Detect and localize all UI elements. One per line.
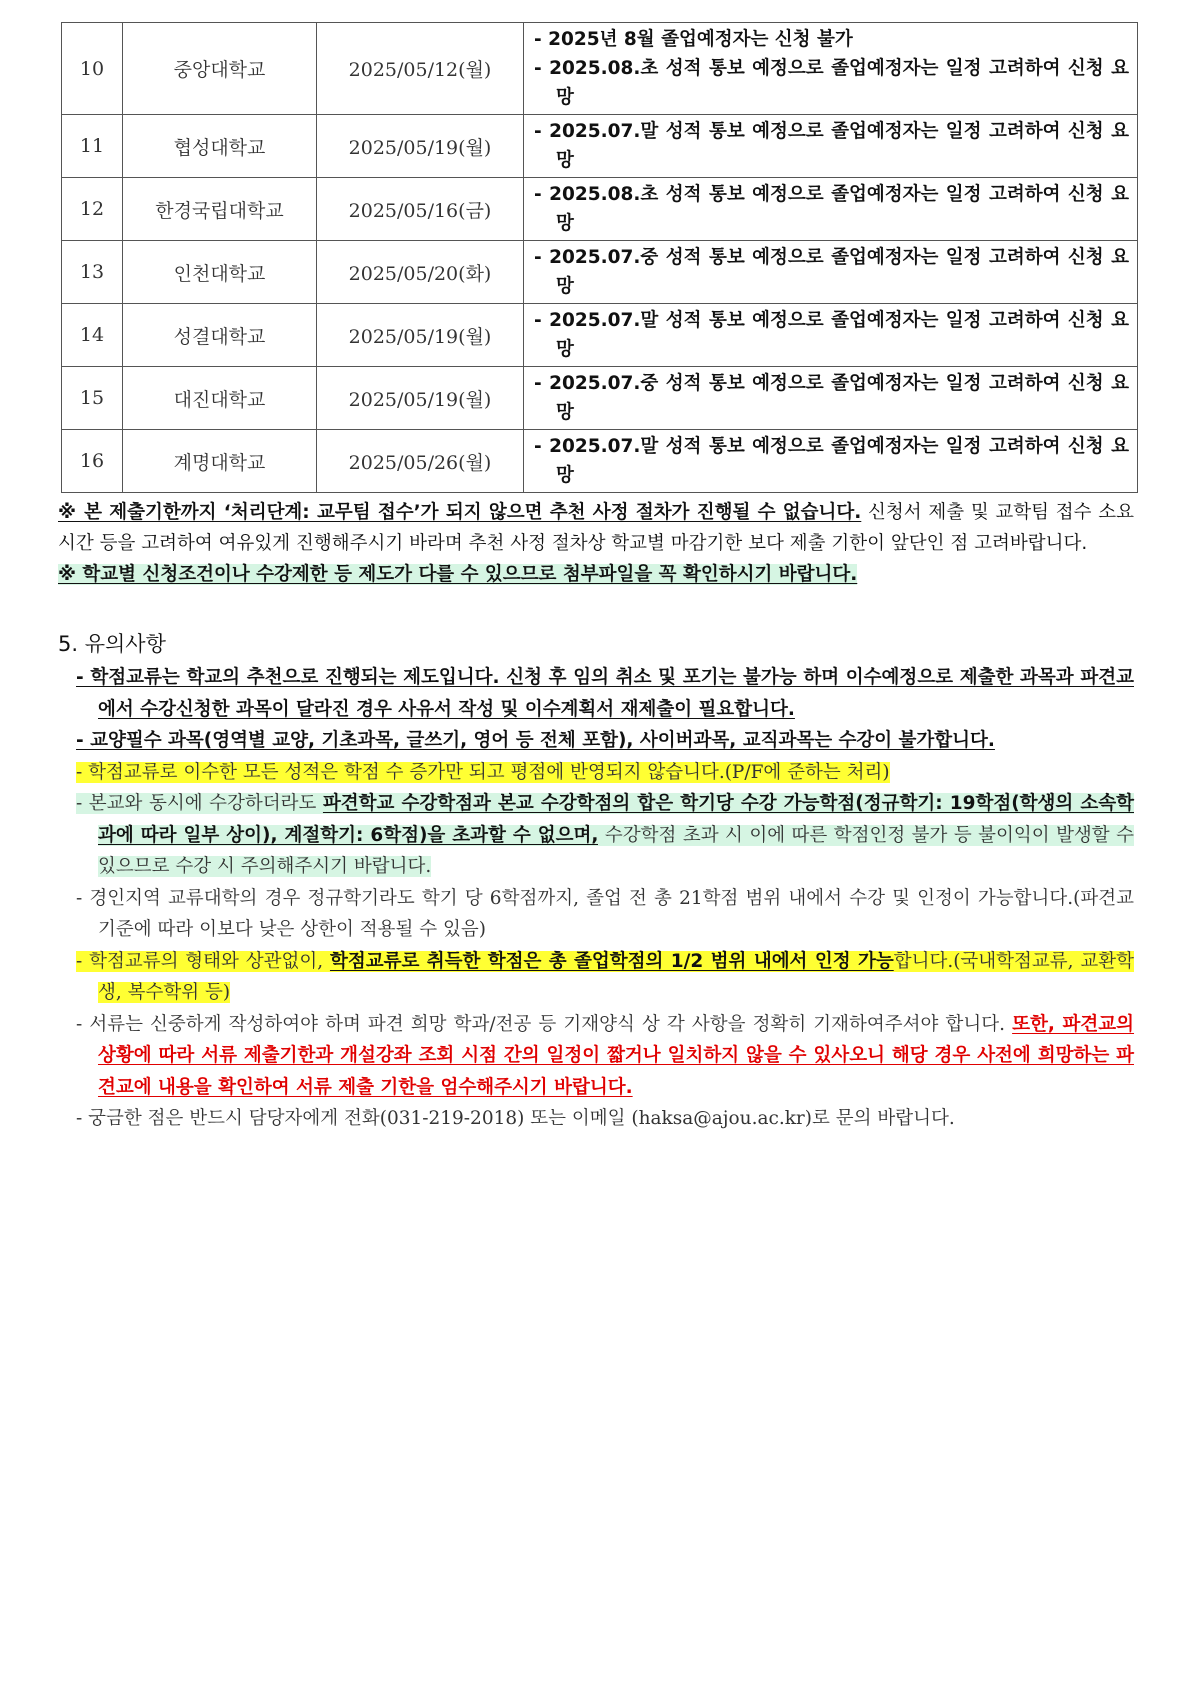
deadline-date: 2025/05/20(화): [317, 241, 524, 304]
note-line: - 2025.07.말 성적 통보 예정으로 졸업예정자는 일정 고려하여 신청 요망: [534, 310, 1129, 360]
deadline-date: 2025/05/19(월): [317, 367, 524, 430]
caution-item-contact: - 궁금한 점은 반드시 담당자에게 전화(031-219-2018) 또는 이메일 (haksa@ajou.ac.kr)로 문의 바랍니다.: [76, 1108, 955, 1129]
caution-item-recommendation: - 학점교류는 학교의 추천으로 진행되는 제도입니다. 신청 후 임의 취소 및 포기는 불가능 하며 이수예정으로 제출한 과목과 파견교에서 수강신청한 과목이 달라진 경우 사유서 작성 및 이수계획서 재제출이 필요합니다.: [76, 667, 1134, 720]
table-row: [62, 178, 1138, 241]
row-number: 14: [62, 304, 123, 367]
table-row: [62, 241, 1138, 304]
row-number: 10: [62, 23, 123, 115]
notice-deadline-bold: ※ 본 제출기한까지 ‘처리단계: 교무팀 접수’가 되지 않으면 추천 사정 절차가 진행될 수 없습니다.: [58, 502, 862, 523]
note-line: - 2025.08.초 성적 통보 예정으로 졸업예정자는 일정 고려하여 신청 요망: [534, 184, 1129, 234]
note-line: - 2025.08.초 성적 통보 예정으로 졸업예정자는 일정 고려하여 신청 요망: [534, 58, 1129, 108]
caution-item-half-credit: [76, 946, 1134, 1009]
school-notes: [524, 367, 1138, 430]
deadline-date: 2025/05/19(월): [317, 115, 524, 178]
caution-item-credit-limit: [76, 788, 1134, 883]
caution-item-credit-limit-post: 수강학점 초과 시 이에 따른 학점인정 불가 등 불이익이 발생할 수 있으므로 수강 시 주의해주시기 바랍니다.: [98, 824, 1134, 877]
row-number: 13: [62, 241, 123, 304]
caution-item-documents-red: 또한, 파견교의 상황에 따라 서류 제출기한과 개설강좌 조회 시점 간의 일정이 짧거나 일치하지 않을 수 있사오니 해당 경우 사전에 희망하는 파견교에 내용을 확인하여 서류 제출 기한을 엄수해주시기 바랍니다.: [98, 1013, 1135, 1098]
note-line: - 2025.07.중 성적 통보 예정으로 졸업예정자는 일정 고려하여 신청 요망: [534, 247, 1129, 297]
caution-item-restricted-courses: - 교양필수 과목(영역별 교양, 기초과목, 글쓰기, 영어 등 전체 포함), 사이버과목, 교직과목는 수강이 불가합니다.: [76, 730, 995, 751]
school-deadline-table: [61, 22, 1138, 493]
school-notes: [524, 178, 1138, 241]
notice-attachment-paragraph: [58, 559, 1134, 590]
notice-attachment-text: ※ 학교별 신청조건이나 수강제한 등 제도가 다를 수 있으므로 첨부파일을 꼭 확인하시기 바랍니다.: [58, 564, 858, 585]
table-row: [62, 430, 1138, 493]
caution-item-pass-fail: [76, 757, 1134, 789]
school-notes: [524, 115, 1138, 178]
school-name: 성결대학교: [123, 304, 317, 367]
document-page: [58, 22, 1134, 1135]
notice-deadline-rest: 신청서 제출 및 교학팀 접수 소요시간 등을 고려하여 여유있게 진행해주시기 바라며 추천 사정 절차상 학교별 마감기한 보다 제출 기한이 앞단인 점 고려바랍니다.: [58, 502, 1134, 554]
school-name: 중앙대학교: [123, 23, 317, 115]
school-notes: [524, 430, 1138, 493]
caution-item-gyeongin: - 경인지역 교류대학의 경우 정규학기라도 학기 당 6학점까지, 졸업 전 총 21학점 범위 내에서 수강 및 인정이 가능합니다.(파견교 기준에 따라 이보다 낮은 상한이 적용될 수 있음): [76, 887, 1134, 940]
deadline-date: 2025/05/12(월): [317, 23, 524, 115]
school-name: 대진대학교: [123, 367, 317, 430]
row-number: 15: [62, 367, 123, 430]
table-row: [62, 23, 1138, 115]
caution-item-half-credit-pre: - 학점교류의 형태와 상관없이,: [76, 950, 330, 972]
table-row: [62, 115, 1138, 178]
caution-item-documents: [76, 1009, 1134, 1104]
notice-deadline-paragraph: [58, 497, 1134, 559]
note-line: - 2025.07.말 성적 통보 예정으로 졸업예정자는 일정 고려하여 신청 요망: [534, 121, 1129, 171]
deadline-date: 2025/05/26(월): [317, 430, 524, 493]
school-name: 한경국립대학교: [123, 178, 317, 241]
caution-item-half-credit-bold: 학점교류로 취득한 학점은 총 졸업학점의 1/2 범위 내에서 인정 가능: [329, 950, 894, 972]
deadline-date: 2025/05/16(금): [317, 178, 524, 241]
row-number: 11: [62, 115, 123, 178]
school-notes: [524, 241, 1138, 304]
school-notes: [524, 304, 1138, 367]
school-name: 인천대학교: [123, 241, 317, 304]
note-line: - 2025.07.말 성적 통보 예정으로 졸업예정자는 일정 고려하여 신청 요망: [534, 436, 1129, 486]
note-line: - 2025.07.중 성적 통보 예정으로 졸업예정자는 일정 고려하여 신청 요망: [534, 373, 1129, 423]
table-row: [62, 304, 1138, 367]
row-number: 12: [62, 178, 123, 241]
table-body: [62, 23, 1138, 493]
deadline-date: 2025/05/19(월): [317, 304, 524, 367]
school-name: 협성대학교: [123, 115, 317, 178]
note-line: - 2025년 8월 졸업예정자는 신청 불가: [534, 29, 853, 50]
caution-item-credit-limit-bold: 파견학교 수강학점과 본교 수강학점의 합은 학기당 수강 가능학점(정규학기: 19학점(학생의 소속학과에 따라 일부 상이), 계절학기: 6학점)을 초과할 수 없으며,: [98, 793, 1134, 846]
caution-item-documents-pre: - 서류는 신중하게 작성하여야 하며 파견 희망 학과/전공 등 기재양식 상 각 사항을 정확히 기재하여주셔야 합니다.: [76, 1013, 1013, 1035]
school-name: 계명대학교: [123, 430, 317, 493]
section-title: 5. 유의사항: [58, 632, 166, 656]
school-notes: [524, 23, 1138, 115]
caution-item-half-credit-post: 합니다.(국내학점교류, 교환학생, 복수학위 등): [98, 950, 1134, 1003]
caution-item-credit-limit-pre: - 본교와 동시에 수강하더라도: [76, 793, 323, 814]
row-number: 16: [62, 430, 123, 493]
table-row: [62, 367, 1138, 430]
caution-item-pass-fail-text: - 학점교류로 이수한 모든 성적은 학점 수 증가만 되고 평점에 반영되지 않습니다.(P/F에 준하는 처리): [76, 761, 890, 783]
